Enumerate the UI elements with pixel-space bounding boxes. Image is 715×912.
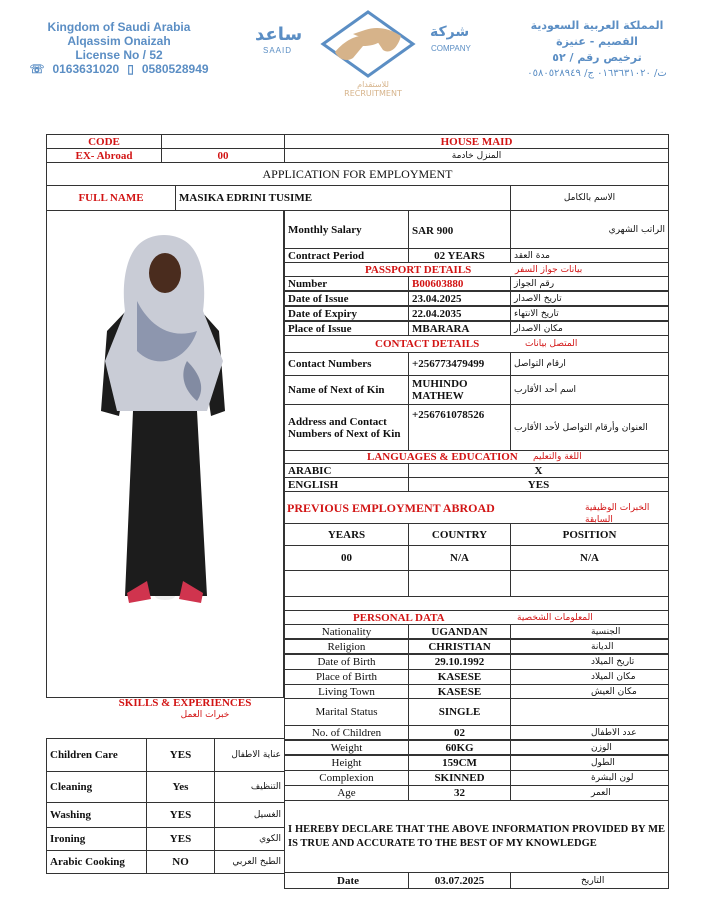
- personal-label-complexion: Complexion: [284, 770, 409, 786]
- kin-address-label: Address and Contact Numbers of Next of Kin: [284, 404, 409, 451]
- prev-empty-cell-1: [284, 570, 409, 597]
- skill-value-arabic-cooking: NO: [146, 850, 215, 874]
- contact-header-ar: المتصل بيانات: [525, 339, 578, 349]
- place-of-issue-value: MBARARA: [408, 321, 511, 336]
- next-of-kin-value: MUHINDO MATHEW: [408, 375, 511, 405]
- place-of-issue-label: Place of Issue: [284, 321, 409, 336]
- monthly-salary-arabic: الراتب الشهري: [510, 210, 669, 249]
- full-name-value: MASIKA EDRINI TUSIME: [175, 185, 511, 211]
- personal-ar-height: الطول: [510, 755, 669, 771]
- english-language-label: ENGLISH: [284, 477, 409, 492]
- previous-employment-en: PREVIOUS EMPLOYMENT ABROAD: [287, 501, 495, 515]
- personal-ar-dob: تاريخ الميلاد: [510, 654, 669, 670]
- personal-ar-children: عدد الاطفال: [510, 725, 669, 740]
- skill-label-washing: Washing: [46, 802, 147, 828]
- house-maid-arabic: المنزل خادمة: [284, 148, 669, 163]
- header-phone-2: 0580528949: [141, 62, 209, 76]
- personal-value-dob: 29.10.1992: [408, 654, 511, 670]
- english-language-value: YES: [408, 477, 669, 492]
- skill-ar-washing: الغسيل: [214, 802, 285, 828]
- personal-ar-religion: الديانة: [510, 639, 669, 654]
- mobile-icon: ▯: [127, 62, 134, 76]
- logo-subtitle-en: RECRUITMENT: [344, 89, 402, 98]
- header-left-block: [14, 20, 224, 76]
- date-of-expiry-value: 22.04.2035: [408, 306, 511, 321]
- personal-value-children: 02: [408, 725, 511, 740]
- date-of-expiry-arabic: تاريخ الانتهاء: [510, 306, 669, 321]
- header-country-ar: المملكة العربية السعودية: [530, 19, 664, 32]
- personal-data-en: PERSONAL DATA: [353, 611, 445, 624]
- passport-number-label: Number: [284, 276, 409, 291]
- personal-ar-pob: مكان الميلاد: [510, 669, 669, 685]
- personal-ar-marital: [510, 698, 669, 726]
- header-license-ar: ترخيص رقم / ٥٢: [552, 51, 642, 64]
- skill-value-washing: YES: [146, 802, 215, 828]
- contract-period-label: Contract Period: [284, 248, 409, 263]
- header-phones-ar: ت/ ٠١٦٣٦٣١٠٢٠ ج/ ٠٥٨٠٥٢٨٩٤٩: [527, 68, 667, 79]
- personal-label-marital: Marital Status: [284, 698, 409, 726]
- personal-ar-living-town: مكان العيش: [510, 684, 669, 699]
- personal-label-living-town: Living Town: [284, 684, 409, 699]
- header-right-block: [497, 18, 697, 82]
- prev-position-value: N/A: [510, 545, 669, 571]
- skill-value-ironing: YES: [146, 827, 215, 851]
- personal-value-age: 32: [408, 785, 511, 801]
- col-position-header: POSITION: [510, 523, 669, 546]
- personal-label-pob: Place of Birth: [284, 669, 409, 685]
- previous-employment-ar: الخبرات الوظيفية السابقة: [585, 503, 650, 524]
- passport-details-header: [284, 262, 669, 277]
- full-name-arabic: الاسم بالكامل: [510, 185, 669, 211]
- date-arabic: التاريخ: [510, 872, 669, 889]
- personal-label-nationality: Nationality: [284, 624, 409, 639]
- header-phone-1: 0163631020: [52, 62, 120, 76]
- contact-numbers-label: Contact Numbers: [284, 352, 409, 376]
- skill-value-cleaning: Yes: [146, 771, 215, 803]
- skills-header-en: SKILLS & EXPERIENCES: [118, 697, 252, 709]
- date-of-expiry-label: Date of Expiry: [284, 306, 409, 321]
- skill-label-ironing: Ironing: [46, 827, 147, 851]
- header-phones: [14, 62, 224, 76]
- col-country-header: COUNTRY: [408, 523, 511, 546]
- personal-value-pob: KASESE: [408, 669, 511, 685]
- prev-empty-cell-2: [408, 570, 511, 597]
- date-of-issue-value: 23.04.2025: [408, 291, 511, 306]
- personal-value-living-town: KASESE: [408, 684, 511, 699]
- personal-data-header: [284, 610, 669, 625]
- date-value: 03.07.2025: [408, 872, 511, 889]
- header-country-en: Kingdom of Saudi Arabia: [47, 20, 191, 34]
- col-years-header: YEARS: [284, 523, 409, 546]
- arabic-language-label: ARABIC: [284, 463, 409, 478]
- personal-data-ar: المعلومات الشخصية: [517, 612, 593, 623]
- personal-label-height: Height: [284, 755, 409, 771]
- personal-value-weight: 60KG: [408, 740, 511, 755]
- full-name-label: FULL NAME: [46, 185, 176, 211]
- passport-header-ar: بيانات جواز السفر: [515, 264, 583, 275]
- phone-icon: ☏: [29, 62, 45, 76]
- logo-subtitle-ar: للاستقدام: [357, 80, 389, 89]
- header-city-ar: القصيم - عنيزة: [556, 35, 638, 48]
- declaration-text: I HEREBY DECLARE THAT THE ABOVE INFORMATION PROVIDED BY ME IS TRUE AND ACCURATE TO THE BEST OF MY KNOWLEDGE: [284, 800, 669, 873]
- passport-number-arabic: رقم الجواز: [510, 276, 669, 291]
- previous-employment-header: [284, 491, 669, 524]
- contact-details-header: [284, 335, 669, 353]
- logo-subtitle: [333, 80, 413, 98]
- skill-ar-arabic-cooking: الطبخ العربي: [214, 850, 285, 874]
- personal-label-religion: Religion: [284, 639, 409, 654]
- form-title: APPLICATION FOR EMPLOYMENT: [46, 162, 669, 186]
- personal-label-age: Age: [284, 785, 409, 801]
- arabic-language-value: X: [408, 463, 669, 478]
- personal-label-dob: Date of Birth: [284, 654, 409, 670]
- applicant-photo-frame: [46, 210, 284, 698]
- kin-address-value: +256761078526: [408, 404, 511, 451]
- personal-ar-nationality: الجنسية: [510, 624, 669, 639]
- skill-label-children-care: Children Care: [46, 738, 147, 772]
- place-of-issue-arabic: مكان الاصدار: [510, 321, 669, 336]
- company-logo: [255, 8, 475, 100]
- prev-years-value: 00: [284, 545, 409, 571]
- code-value: [161, 134, 285, 149]
- ex-abroad-label: EX- Abroad: [46, 148, 162, 163]
- applicant-photo: [47, 211, 283, 697]
- house-maid-label: HOUSE MAID: [284, 134, 669, 149]
- header-city-en: Alqassim Onaizah: [67, 34, 171, 48]
- contract-period-arabic: مدة العقد: [510, 248, 669, 263]
- personal-ar-weight: الوزن: [510, 740, 669, 755]
- skill-label-cleaning: Cleaning: [46, 771, 147, 803]
- monthly-salary-label: Monthly Salary: [284, 210, 409, 249]
- skill-ar-ironing: الكوي: [214, 827, 285, 851]
- skills-header-ar: خبرات العمل: [180, 710, 230, 720]
- prev-empty-cell-3: [510, 570, 669, 597]
- contact-numbers-arabic: ارقام التواصل: [510, 352, 669, 376]
- code-label: CODE: [46, 134, 162, 149]
- ex-abroad-value: 00: [161, 148, 285, 163]
- kin-address-arabic: العنوان وأرقام التواصل لأحد الأقارب: [510, 404, 669, 451]
- languages-header: [284, 450, 669, 464]
- skill-label-arabic-cooking: Arabic Cooking: [46, 850, 147, 874]
- date-label: Date: [284, 872, 409, 889]
- personal-ar-complexion: لون البشرة: [510, 770, 669, 786]
- personal-value-complexion: SKINNED: [408, 770, 511, 786]
- personal-value-religion: CHRISTIAN: [408, 639, 511, 654]
- next-of-kin-label: Name of Next of Kin: [284, 375, 409, 405]
- prev-country-value: N/A: [408, 545, 511, 571]
- contact-header-en: CONTACT DETAILS: [375, 338, 480, 350]
- logo-arabic-left: ساعد: [255, 24, 303, 45]
- personal-value-nationality: UGANDAN: [408, 624, 511, 639]
- languages-header-en: LANGUAGES & EDUCATION: [367, 451, 518, 463]
- monthly-salary-value: SAR 900: [408, 210, 511, 249]
- header-license-en: License No / 52: [75, 48, 163, 62]
- prev-empty-row: [284, 596, 669, 611]
- skill-ar-children-care: عناية الاطفال: [214, 738, 285, 772]
- next-of-kin-arabic: اسم أحد الأقارب: [510, 375, 669, 405]
- passport-header-en: PASSPORT DETAILS: [365, 263, 472, 276]
- passport-number-value: B00603880: [408, 276, 511, 291]
- contract-period-value: 02 YEARS: [408, 248, 511, 263]
- skills-header: [46, 697, 284, 725]
- personal-value-marital: SINGLE: [408, 698, 511, 726]
- logo-arabic-right: شركة: [430, 24, 470, 40]
- skill-ar-cleaning: التنظيف: [214, 771, 285, 803]
- personal-label-weight: Weight: [284, 740, 409, 755]
- personal-ar-age: العمر: [510, 785, 669, 801]
- contact-numbers-value: +256773479499: [408, 352, 511, 376]
- personal-label-children: No. of Children: [284, 725, 409, 740]
- logo-english-right: COMPANY: [431, 44, 471, 53]
- languages-header-ar: اللغة والتعليم: [533, 452, 582, 462]
- personal-value-height: 159CM: [408, 755, 511, 771]
- hands-logo-icon: [313, 8, 423, 80]
- date-of-issue-arabic: تاريخ الاصدار: [510, 291, 669, 306]
- logo-english-left: SAAID: [263, 46, 293, 55]
- date-of-issue-label: Date of Issue: [284, 291, 409, 306]
- skill-value-children-care: YES: [146, 738, 215, 772]
